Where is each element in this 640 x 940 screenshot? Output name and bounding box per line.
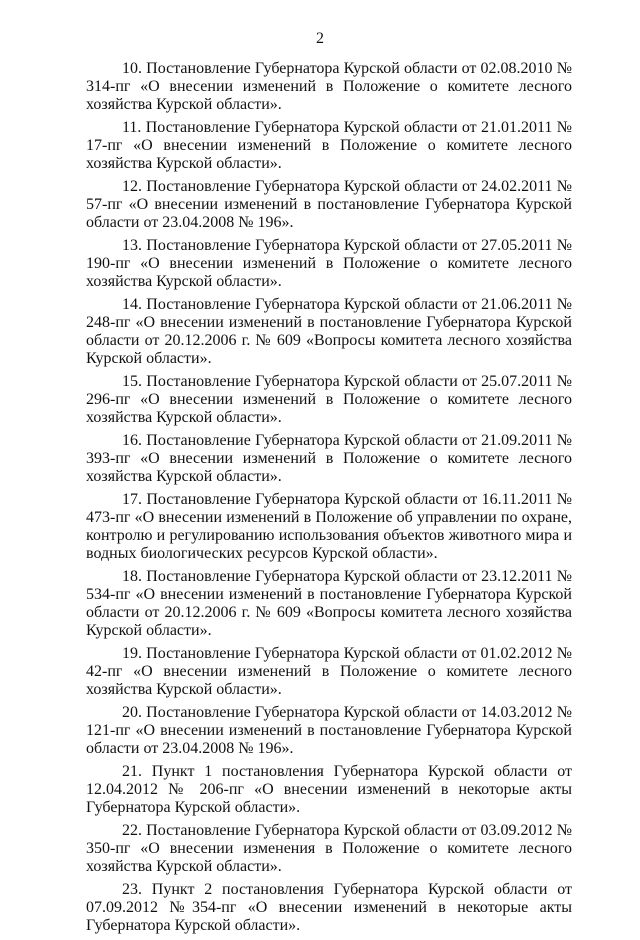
list-item: 10. Постановление Губернатора Курской области от 02.08.2010 № 314-пг «О внесении изменений в Положение о комитете лесного хозяйства Курской области». [86,60,572,114]
list-item: 19. Постановление Губернатора Курской области от 01.02.2012 № 42-пг «О внесении изменений в Положение о комитете лесного хозяйства Курской области». [86,645,572,699]
page-number: 2 [316,30,324,47]
list-item: 20. Постановление Губернатора Курской области от 14.03.2012 № 121-пг «О внесении изменений в постановление Губернатора Курской области от 23.04.2008 № 196». [86,703,572,758]
list-item: 16. Постановление Губернатора Курской области от 21.09.2011 № 393-пг «О внесении изменений в Положение о комитете лесного хозяйства Курской области». [86,431,572,486]
list-item: 23. Пункт 2 постановления Губернатора Курской области от 07.09.2012 №354-пг «О внесении изменений в некоторые акты Губернатора Курской области». [86,880,572,935]
list-item: 13. Постановление Губернатора Курской области от 27.05.2011 № 190-пг «О внесении изменений в Положение о комитете лесного хозяйства Курской области». [86,236,572,291]
list-item: 17. Постановление Губернатора Курской области от 16.11.2011 № 473-пг «О внесении изменений в Положение об управлении по охране, контролю и регулированию использования объектов животного мира и водных биологических ресурсов Курской области». [86,490,572,563]
list-item: 18. Постановление Губернатора Курской области от 23.12.2011 № 534-пг «О внесении изменений в постановление Губернатора Курской области от 20.12.2006 г. № 609 «Вопросы комитета лесного хозяйства Курской области». [86,567,572,640]
list-item: 21. Пункт 1 постановления Губернатора Курской области от 12.04.2012 № 206-пг «О внесении изменений в некоторые акты Губернатора Курской области». [86,762,572,817]
list-item: 15. Постановление Губернатора Курской области от 25.07.2011 № 296-пг «О внесении изменений в Положение о комитете лесного хозяйства Курской области». [86,372,572,427]
list-item: 22. Постановление Губернатора Курской области от 03.09.2012 № 350-пг «О внесении изменения в Положение о комитете лесного хозяйства Курской области». [86,821,572,876]
list-item: 12. Постановление Губернатора Курской области от 24.02.2011 № 57-пг «О внесении изменений в постановление Губернатора Курской области от 23.04.2008 № 196». [86,177,572,232]
list-item: 14. Постановление Губернатора Курской области от 21.06.2011 № 248-пг «О внесении изменений в постановление Губернатора Курской области от 20.12.2006 г. № 609 «Вопросы комитета лесного хозяйства Курской области». [86,295,572,368]
list-item: 11. Постановление Губернатора Курской области от 21.01.2011 № 17-пг «О внесении изменений в Положение о комитете лесного хозяйства Курской области». [86,118,572,173]
list-of-acts [86,60,572,940]
